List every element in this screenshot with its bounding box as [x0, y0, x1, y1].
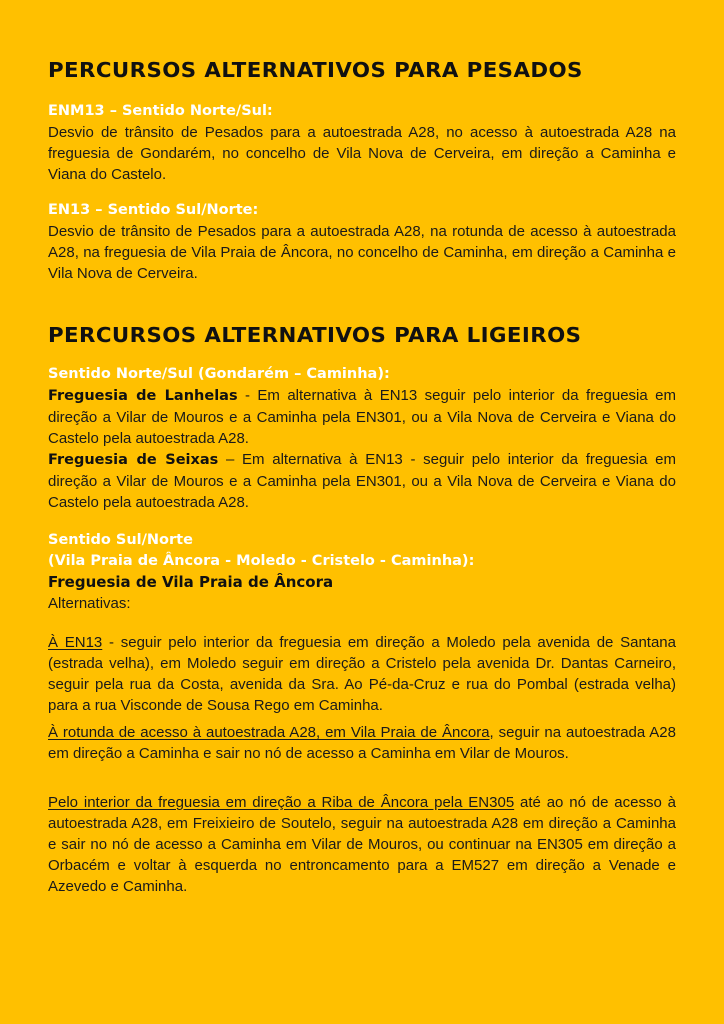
alternative-2-link: À rotunda de acesso à autoestrada A28, em Vila Praia de Âncora [48, 724, 490, 741]
lanhelas-paragraph [48, 385, 676, 449]
alternatives-label: Alternativas: [48, 595, 131, 612]
lanhelas-text: - Em alternativa à EN13 seguir pelo interior da freguesia em direção a Vilar de Mouros e a Caminha pela EN301, ou a Vila Nova de Cerveira e Viana do Castelo pela autoestrada A28. [48, 387, 676, 447]
alternative-2-paragraph [48, 722, 676, 764]
alternative-3-link: Pelo interior da freguesia em direção a Riba de Âncora pela EN305 [48, 794, 515, 811]
heavy-section-text: Desvio de trânsito de Pesados para a autoestrada A28, na rotunda de acesso à autoestrada A28, na freguesia de Vila Praia de Âncora, no concelho de Caminha, em direção a Caminha e Vila Nova de Cerveira. [48, 223, 676, 282]
heavy-vehicles-heading: PERCURSOS ALTERNATIVOS PARA PESADOS [48, 58, 583, 82]
seixas-paragraph [48, 449, 676, 513]
heavy-section-north-south [48, 101, 676, 185]
heavy-section-title: ENM13 – Sentido Norte/Sul: [48, 103, 273, 119]
alternative-3-paragraph [48, 792, 676, 897]
heavy-section-south-north [48, 200, 676, 284]
alternative-2-text: , seguir na autoestrada A28 em direção a Caminha e sair no nó de acesso a Caminha em Vilar de Mouros. [48, 724, 676, 762]
light-section-north-south [48, 364, 676, 513]
seixas-text: – Em alternativa à EN13 - seguir pelo interior da freguesia em direção a Vilar de Mouros e a Caminha pela EN301, ou a Vila Nova de Cerveira e Viana do Castelo pela autoestrada A28. [48, 451, 676, 511]
light-section-south-north [48, 530, 676, 614]
alternative-3-text: até ao nó de acesso à autoestrada A28, em Freixieiro de Soutelo, seguir na autoestrada A28 em direção a Caminha e sair no nó de acesso a Caminha em Vilar de Mouros, ou continuar na EN305 em direção a Orbacém e voltar à esquerda no entroncamento para a EM527 em direção a Venade e Azevedo e Caminha. [48, 794, 676, 895]
vila-praia-ancora-label: Freguesia de Vila Praia de Âncora [48, 573, 334, 591]
heavy-section-text: Desvio de trânsito de Pesados para a autoestrada A28, no acesso à autoestrada A28 na freguesia de Gondarém, no concelho de Vila Nova de Cerveira, em direção a Caminha e Viana do Castelo. [48, 124, 676, 183]
alternative-1-text: - seguir pelo interior da freguesia em direção a Moledo pela avenida de Santana (estrada velha), em Moledo seguir em direção a Cristelo pela avenida Dr. Dantas Carneiro, seguir pela rua da Costa, avenida da Sra. Ao Pé-da-Cruz e rua do Pombal (estrada velha) para a rua Visconde de Sousa Rego em Caminha. [48, 634, 676, 714]
seixas-label: Freguesia de Seixas [48, 452, 219, 468]
south-north-title: Sentido Sul/Norte [48, 532, 193, 548]
south-north-route: (Vila Praia de Âncora - Moledo - Cristelo - Caminha): [48, 553, 475, 569]
alternative-3 [48, 792, 676, 897]
heavy-section-title: EN13 – Sentido Sul/Norte: [48, 202, 259, 218]
lanhelas-label: Freguesia de Lanhelas [48, 388, 238, 404]
alternative-1 [48, 632, 676, 716]
north-south-title: Sentido Norte/Sul (Gondarém – Caminha): [48, 366, 390, 382]
alternative-1-paragraph [48, 632, 676, 716]
alternative-1-link: À EN13 [48, 634, 103, 651]
light-vehicles-heading: PERCURSOS ALTERNATIVOS PARA LIGEIROS [48, 323, 582, 347]
alternative-2 [48, 722, 676, 764]
